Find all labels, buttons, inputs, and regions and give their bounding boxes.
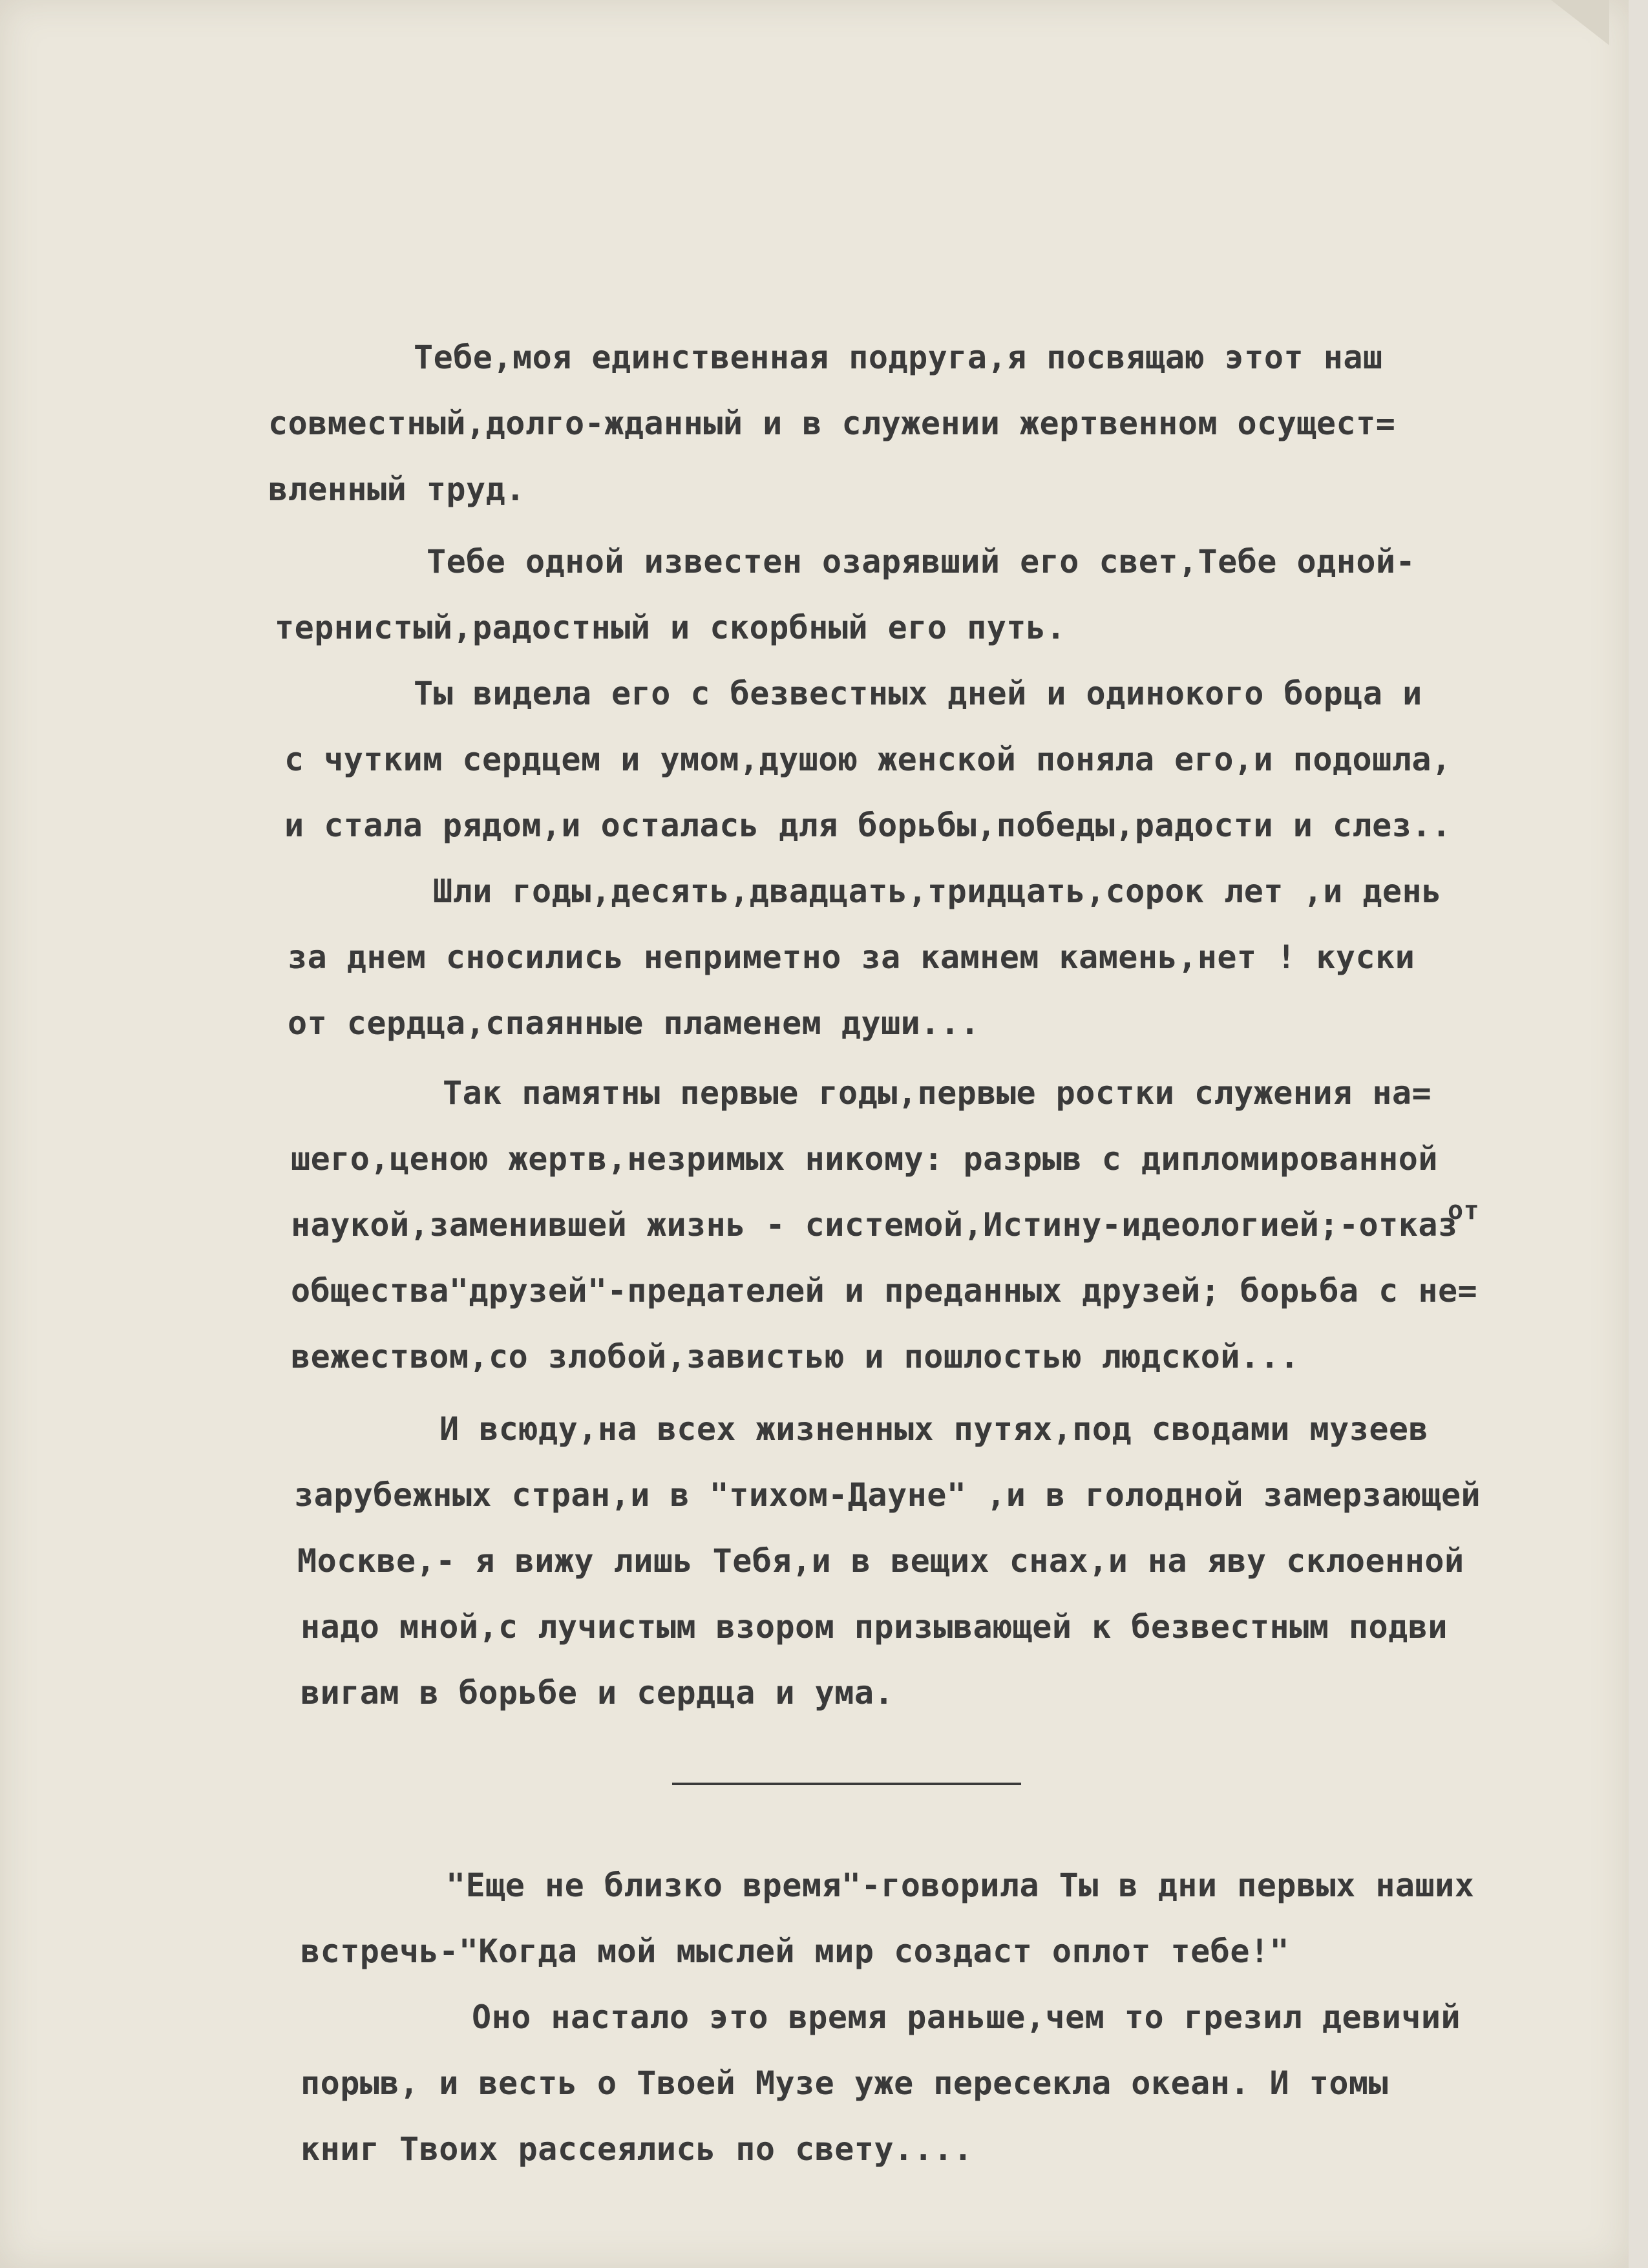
text-line-15: общества"друзей"-предателей и преданных друзей; борьба с не= — [291, 1272, 1478, 1309]
text-line-3: вленный труд. — [268, 471, 525, 508]
text-line-4: Тебе одной известен озарявший его свет,Тебе одной- — [427, 543, 1416, 580]
text-line-2: совместный,долго-жданный и в служении жертвенном осущест= — [268, 405, 1396, 442]
text-line-26: книг Твоих рассеялись по свету.... — [301, 2130, 973, 2168]
text-line-25: порыв, и весть о Твоей Музе уже пересекла океан. И томы — [301, 2064, 1389, 2102]
text-line-18: зарубежных стран,и в "тихом-Дауне" ,и в голодной замерзающей — [294, 1476, 1481, 1514]
text-line-19: Москве,- я вижу лишь Тебя,и в вещих снах,и на яву склоенной — [297, 1542, 1464, 1580]
superscript-ot: от — [1448, 1196, 1480, 1225]
text-line-16: вежеством,со злобой,завистью и пошлостью людской... — [291, 1338, 1300, 1375]
text-line-6: Ты видела его с безвестных дней и одинокого борца и — [414, 675, 1422, 712]
text-line-11: от сердца,спаянные пламенем души... — [288, 1004, 980, 1042]
text-line-10: за днем сносились неприметно за камнем камень,нет ! куски — [288, 938, 1415, 976]
text-line-22: "Еще не близко время"-говорила Ты в дни первых наших — [446, 1867, 1475, 1904]
text-line-8: и стала рядом,и осталась для борьбы,победы,радости и слез.. — [284, 807, 1452, 844]
text-line-21: вигам в борьбе и сердца и ума. — [301, 1674, 894, 1712]
text-line-1: Тебе,моя единственная подруга,я посвящаю этот наш — [414, 339, 1383, 376]
text-line-13: шего,ценою жертв,незримых никому: разрыв с дипломированной — [291, 1140, 1438, 1178]
text-line-23: встречь-"Когда мой мыслей мир создаст оплот тебе!" — [301, 1933, 1290, 1970]
section-divider — [672, 1783, 1021, 1785]
text-line-12: Так памятны первые годы,первые ростки служения на= — [443, 1074, 1432, 1112]
page-corner-fold — [1551, 0, 1609, 45]
text-line-7: с чутким сердцем и умом,душою женской поняла его,и подошла, — [284, 741, 1452, 778]
text-line-20: надо мной,с лучистым взором призывающей к безвестным подви — [301, 1608, 1448, 1646]
text-line-17: И всюду,на всех жизненных путях,под сводами музеев — [439, 1410, 1429, 1448]
text-line-14: наукой,заменившей жизнь - системой,Истину-идеологией;-отказ — [291, 1206, 1458, 1244]
text-line-24: Оно настало это время раньше,чем то грезил девичий — [472, 1998, 1461, 2036]
text-line-5: тернистый,радостный и скорбный его путь. — [275, 609, 1066, 646]
text-line-9: Шли годы,десять,двадцать,тридцать,сорок лет ,и день — [433, 873, 1442, 910]
